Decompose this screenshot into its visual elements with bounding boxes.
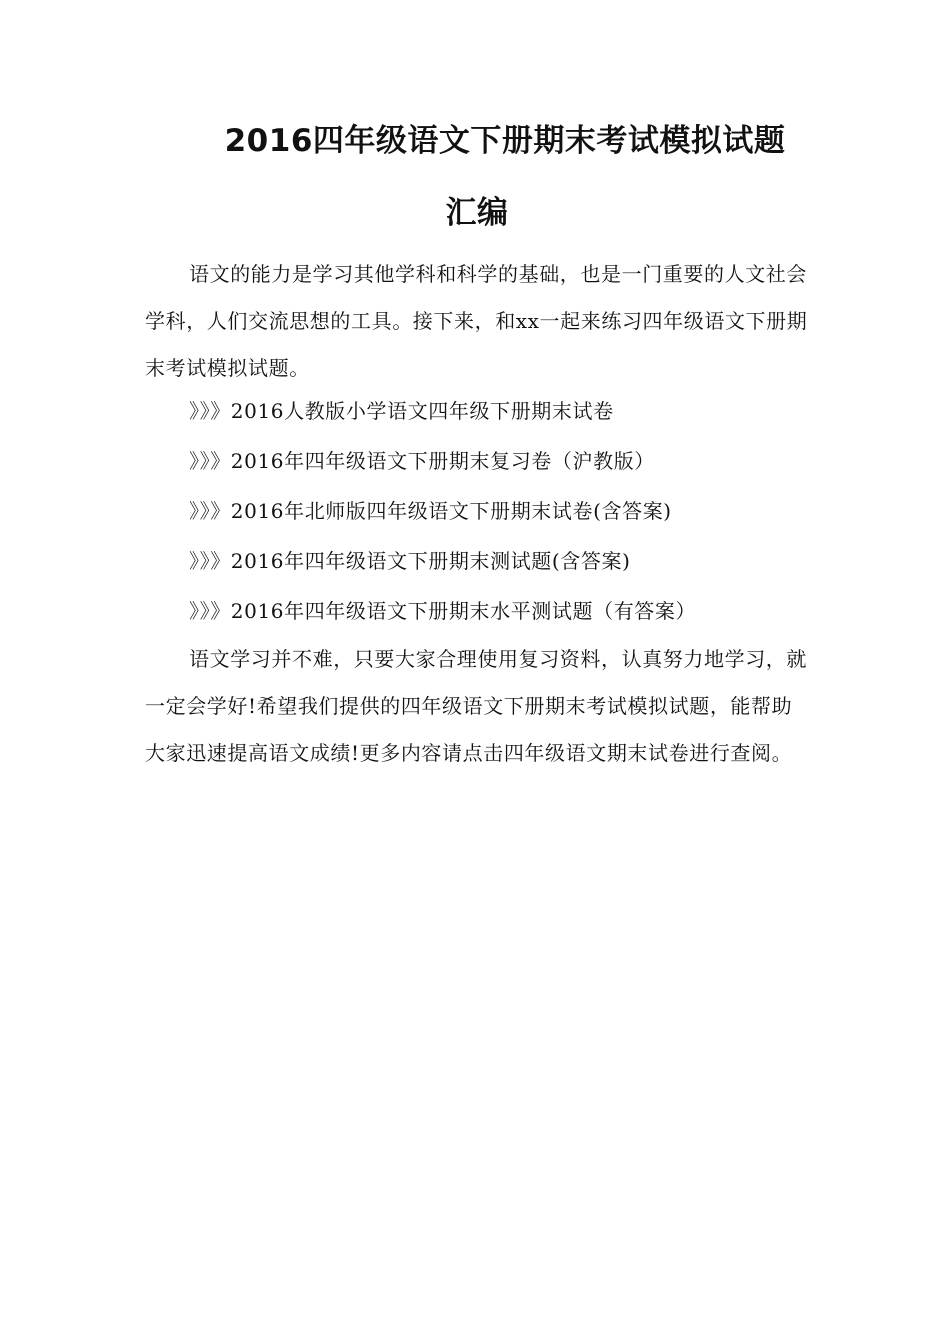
intro-section (145, 251, 809, 392)
outro-section (145, 636, 809, 777)
outro-paragraph: 语文学习并不难，只要大家合理使用复习资料，认真努力地学习，就一定会学好!希望我们提供的四年级语文下册期末考试模拟试题，能帮助大家迅速提高语文成绩!更多内容请点击四年级语文期末试卷进行查阅。 (145, 647, 807, 765)
related-link-2[interactable]: 》》》2016年四年级语文下册期末复习卷（沪教版） (189, 449, 655, 473)
related-link-4[interactable]: 》》》2016年四年级语文下册期末测试题(含答案) (189, 549, 631, 573)
related-link-3[interactable]: 》》》2016年北师版四年级语文下册期末试卷(含答案) (189, 499, 672, 523)
document-title-line-2: 汇编 (445, 195, 509, 231)
related-links-list (145, 386, 809, 636)
related-link-5[interactable]: 》》》2016年四年级语文下册期末水平测试题（有答案） (189, 599, 697, 623)
document-title-line-1: 2016四年级语文下册期末考试模拟试题 (224, 123, 786, 159)
intro-paragraph: 语文的能力是学习其他学科和科学的基础，也是一门重要的人文社会学科，人们交流思想的工具。接下来，和xx一起来练习四年级语文下册期末考试模拟试题。 (145, 262, 808, 380)
related-link-1[interactable]: 》》》2016人教版小学语文四年级下册期末试卷 (189, 399, 614, 423)
